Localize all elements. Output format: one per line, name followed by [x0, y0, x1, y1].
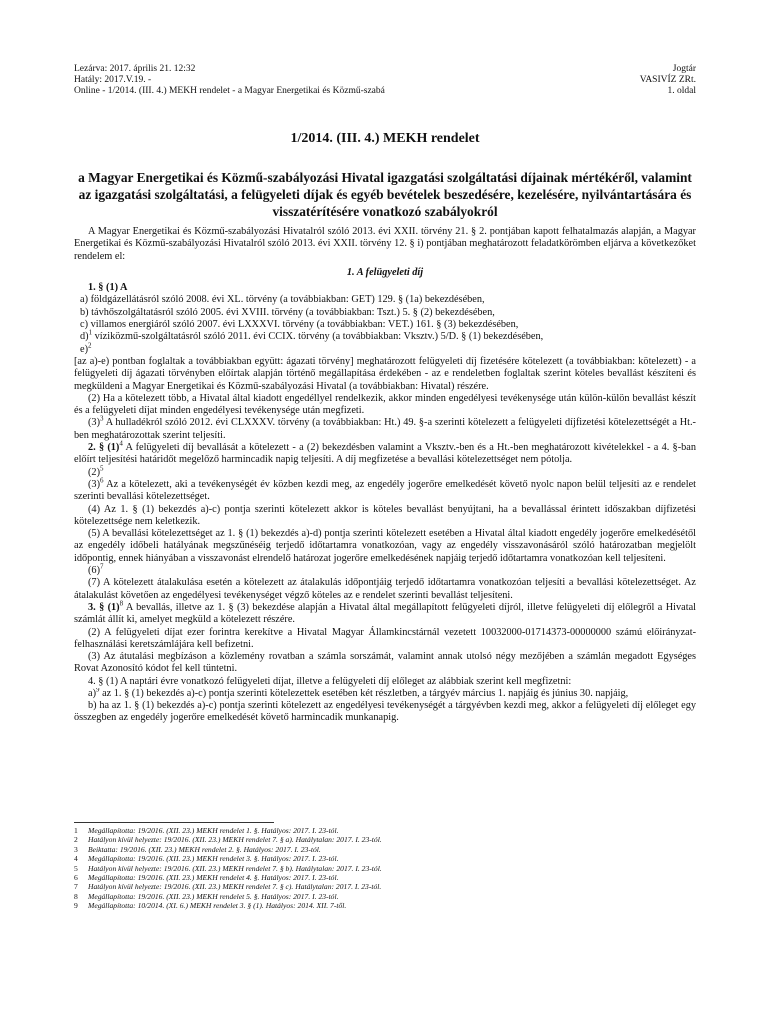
closed-date: Lezárva: 2017. április 21. 12:32: [74, 64, 196, 74]
document-body: [74, 226, 696, 725]
paragraph-4-1: 4. § (1) A naptári évre vonatkozó felügyeleti díjat, illetve a felügyeleti díj előleget az alábbiak szerint kell megfizetni:: [88, 675, 572, 687]
list-item-4b: b) ha az 1. § (1) bekezdés a)-c) pontja szerinti kötelezett az engedélyesi tevékenységét a tárgyévben kezdi meg, akkor a felügyeleti díj előleget egy összegben az engedély jogerőre emelkedését követő harmincadik munkanapig.: [74, 699, 696, 724]
footnote: 4 Megállapította: 19/2016. (XII. 23.) MEKH rendelet 3. §. Hatályos: 2017. I. 23-tól.: [74, 854, 339, 864]
publisher: Jogtár: [672, 64, 696, 74]
paragraph-1-2: (2) Ha a kötelezett több, a Hivatal által kiadott engedéllyel rendelkezik, akkor minden engedélyesi tevékenysége után külön-külön bevallást készít és a felügyeleti díjat minden engedélyesi tevékenysége után megfizeti.: [74, 392, 696, 417]
list-1-1: [74, 294, 696, 355]
footnote-divider: [74, 822, 274, 823]
item-marker: a): [88, 687, 96, 699]
footnote-ref: 5: [100, 464, 104, 473]
document-title: 1/2014. (III. 4.) MEKH rendelet: [290, 131, 480, 146]
para-marker: (3): [88, 417, 101, 429]
para-text: A bevallás, illetve az 1. § (3) bekezdése alapján a Hivatal által megállapított felügyeleti díjról, illetve felügyeleti díj előlegről a Hivatal számlát állít ki, amelyet megküld a kötelezett részére.: [74, 601, 696, 626]
paragraph-head: 3. § (1): [88, 601, 120, 613]
footnote-ref: 7: [100, 562, 104, 571]
section-heading: 1. A felügyeleti díj: [346, 266, 424, 278]
paragraph-bracket: [az a)-e) pontban foglaltak a továbbiakban együtt: ágazati törvény] meghatározott felügyeleti díj fizetésére kötelezett (a továbbiakban: kötelezett) - a felügyeleti díj ágazati törvényben előírtak alapján történő megállapítása érdekében - az e rendeletben foglaltak szerint köteles bevallást készíteni és megküldeni a Magyar Energetikai és Közmű-szabályozási Hivatal (a továbbiakban: Hivatal) részére.: [74, 355, 696, 392]
paragraph-2-7: (7) A kötelezett átalakulása esetén a kötelezett az átalakulás időpontjáig terjedő időtartamra vonatkozóan teljesíti a bevallási kötelezettséget. Az átalakulást követően az engedélyesi tevékenységet végző köteles az e rendelet szerinti bevallást teljesíteni.: [74, 577, 696, 601]
paragraph-1-1: [74, 282, 696, 294]
item-marker: d): [80, 331, 89, 343]
paragraph-2-3: [74, 476, 696, 504]
para-marker: (2): [88, 466, 101, 478]
paragraph-3-2: (2) A felügyeleti díjat ezer forintra kerekítve a Hivatal Magyar Államkincstárnál vezetett 10032000-01714373-00000000 számú előirányzat-felhasználási keretszámlájára kell befizetni.: [74, 626, 696, 650]
footnote-ref: 4: [119, 439, 123, 448]
list-item-b: b) távhőszolgáltatásról szóló 2005. évi XVIII. törvény (a továbbiakban: Tszt.) 5. § (2) bekezdésében,: [80, 306, 495, 318]
online-title: Online - 1/2014. (III. 4.) MEKH rendelet - a Magyar Energetikai és Közmű-szabá: [74, 86, 385, 96]
page-header: [74, 64, 696, 97]
list-item-a: a) földgázellátásról szóló 2008. évi XL. törvény (a továbbiakban: GET) 129. § (1a) bekezdésében,: [80, 294, 485, 306]
footnote: 1 Megállapította: 19/2016. (XII. 23.) MEKH rendelet 1. §. Hatályos: 2017. I. 23-tól.: [74, 826, 339, 835]
footnote: 8 Megállapította: 19/2016. (XII. 23.) MEKH rendelet 5. §. Hatályos: 2017. I. 23-tól.: [74, 891, 339, 901]
footnote-ref: 2: [88, 341, 92, 350]
document-subtitle: a Magyar Energetikai és Közmű-szabályozási Hivatal igazgatási szolgáltatási díjainak mértékéről, valamint az igazgatási szolgáltatási, a felügyeleti díjak és egyéb bevételek beszedésére, kezelésére, nyilvántartására és visszatérítésére vonatkozó szabályokról: [78, 170, 692, 219]
footnote: 5 Hatályon kívül helyezte: 19/2016. (XII. 23.) MEKH rendelet 7. § b). Hatálytalan: 2017. I. 23-tól.: [74, 863, 382, 873]
paragraph-3-3: (3) Az átutalási megbízáson a közlemény rovatban a számla sorszámát, valamint annak utolsó négy mezőjében a számlán megadott Egységes Rovat Azonosító kódot fel kell tüntetni.: [74, 651, 696, 675]
licensee: VASIVÍZ ZRt.: [639, 75, 696, 85]
footnote: 9 Megállapította: 10/2014. (XI. 6.) MEKH rendelet 3. § (1). Hatályos: 2014. XII. 7-től.: [74, 901, 347, 911]
item-text: víziközmű-szolgáltatásról szóló 2011. évi CCIX. törvény (a továbbiakban: Vksztv.) 5/D. § (1) bekezdésében,: [92, 331, 544, 343]
paragraph-2-4: (4) Az 1. § (1) bekezdés a)-c) pontja szerinti kötelezett akkor is köteles bevallást benyújtani, ha a bevallással érintett időszakban díjfizetési kötelezettsége nem keletkezik.: [74, 503, 696, 527]
para-marker: (6): [88, 565, 101, 577]
effective-date: Hatály: 2017.V.19. -: [74, 75, 152, 85]
list-item-e: [74, 341, 696, 356]
para-text: Az a kötelezett, aki a tevékenységét év közben kezdi meg, az engedély jogerőre emelkedését követő nyolc napon belül teljesíti az e rendelet szerinti bevallási kötelezettséget.: [74, 478, 696, 503]
footnote-ref: 3: [100, 415, 104, 424]
footnotes: [74, 826, 696, 911]
list-item-c: c) villamos energiáról szóló 2007. évi LXXXVI. törvény (a továbbiakban: VET.) 161. § (3) bekezdésében,: [80, 319, 519, 331]
paragraph-2-6: [74, 562, 696, 577]
footnote: 6 Megállapította: 19/2016. (XII. 23.) MEKH rendelet 4. §. Hatályos: 2017. I. 23-tól.: [74, 873, 339, 883]
footnote: 3 Beiktatta: 19/2016. (XII. 23.) MEKH rendelet 2. §. Hatályos: 2017. I. 23-tól.: [74, 844, 321, 854]
para-text: A felügyeleti díj bevallását a kötelezett - a (2) bekezdésben valamint a Vksztv.-ben és a Ht.-ben meghatározott kivételekkel - a 4. §-ban előírt teljesítési határidőt megelőző harmincadik napig teljesíti. A díj megfizetése a bevallási kötelezettséget nem pótolja.: [74, 442, 696, 466]
preamble: A Magyar Energetikai és Közmű-szabályozási Hivatalról szóló 2013. évi XXII. törvény 21. § 2. pontjában kapott felhatalmazás alapján, a Magyar Energetikai és Közmű-szabályozási Hivatalról szóló 2013. évi XXII. törvény 12. § i) pontjában meghatározott feladatkörömben eljárva a következőket rendelem el:: [74, 226, 696, 262]
item-text: az 1. § (1) bekezdés a)-c) pontja szerinti kötelezettek esetében két részletben, a tárgyév március 1. napjáig és június 30. napjáig,: [99, 687, 629, 699]
paragraph-3-1: [74, 599, 696, 627]
footnote-ref: 6: [100, 476, 104, 485]
header-right: [640, 64, 696, 97]
footnote-ref: 8: [119, 599, 124, 608]
list-item-d: [74, 328, 696, 343]
item-marker: e): [80, 343, 88, 355]
list-item-4a: [74, 688, 696, 700]
page-number: 1. oldal: [667, 86, 696, 96]
header-left: [74, 64, 385, 97]
footnote: 7 Hatályon kívül helyezte: 19/2016. (XII. 23.) MEKH rendelet 7. § c). Hatálytalan: 2017. I. 23-tól.: [74, 882, 382, 892]
document-page: [74, 64, 696, 725]
paragraph-head: 2. § (1): [88, 442, 120, 454]
paragraph-head: 1. § (1) A: [88, 282, 128, 294]
para-marker: (3): [88, 478, 101, 490]
footnote-ref: 1: [88, 328, 93, 337]
paragraph-2-2: [74, 464, 696, 479]
paragraph-2-5: (5) A bevallási kötelezettséget az 1. § (1) bekezdés a)-d) pontja szerinti kötelezett esetében a Hivatal által kiadott engedély jogerőre emelkedésétől az engedély időbeli hatályának megszűnéséig terjedő időtartamra vonatkozóan, vagy az engedély visszavonásáról szóló határozatban megjelölt időpontig, ennek hiányában a visszavonást elrendelő határozat jogerőre emelkedésének napjáig terjedő időtartamra vonatkozóan kell teljesíteni.: [74, 528, 696, 564]
paragraph-1-3: [74, 417, 696, 442]
para-text: A hulladékról szóló 2012. évi CLXXXV. törvény (a továbbiakban: Ht.) 49. §-a szerinti kötelezett a felügyeleti díjfizetési kötelezettségét a Ht.-ben meghatározottak szerint teljesíti.: [74, 417, 696, 441]
footnote: 2 Hatályon kívül helyezte: 19/2016. (XII. 23.) MEKH rendelet 7. § a). Hatálytalan: 2017. I. 23-tól.: [74, 835, 382, 845]
footnote-ref: 9: [96, 687, 100, 694]
paragraph-2-1: [74, 439, 696, 467]
